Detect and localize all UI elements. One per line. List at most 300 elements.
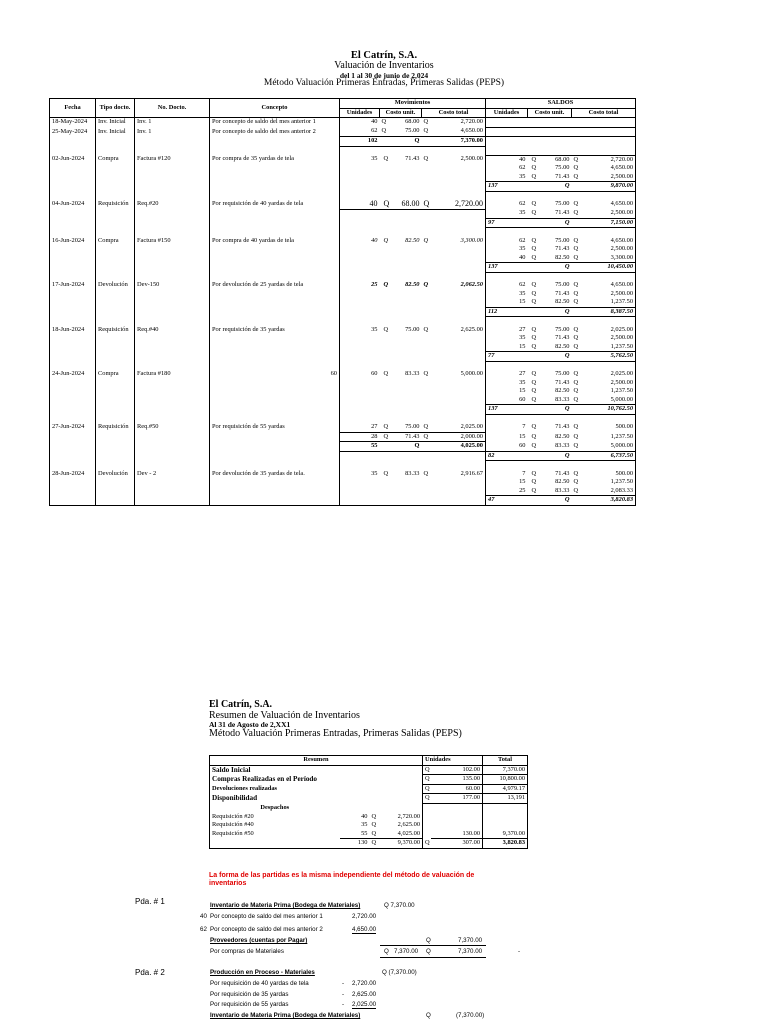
sal-units: 15 [519,478,526,485]
q-symbol: Q [383,236,389,244]
doc-cell [135,405,210,415]
unit-cost-value: 71.43 [555,423,570,431]
concepto-cell [210,334,340,343]
total-cost-value: 5,000.00 [610,395,634,403]
cell [380,317,422,326]
concepto-cell [210,496,340,506]
sal-unit-cost [528,423,572,432]
summary-units: 135.00 [431,775,483,785]
total-cost-value: 4,650.00 [610,164,634,171]
total-cost-value: 5,000.00 [610,441,634,449]
q-symbol: Q [573,395,579,403]
pda2-line-value: 2,720.00 [352,980,377,987]
pda1-total-rule-2 [380,957,486,958]
concepto-cell [210,263,340,273]
concepto-cell [210,228,340,237]
sal-units-total: 47 [486,496,528,506]
kardex-movement-row [50,343,636,352]
q-symbol: Q [573,200,579,208]
sal-units-total: 137 [486,182,528,192]
tipo-cell: Compra [96,237,135,246]
mov-unit-cost [380,254,422,263]
summary-q: Q [423,765,431,775]
summary-despachos: Despachos [210,803,340,812]
mov-unit-cost [380,442,422,452]
sal-total-cost [572,396,636,405]
kardex-spacer-row [50,317,636,326]
mov-units [340,290,380,299]
unit-cost-value: 68.00 [401,200,420,208]
unit-cost-value: 75.00 [555,236,570,244]
doc-cell [135,298,210,307]
sal-unit-cost [528,387,572,396]
tipo-cell [96,245,135,254]
pda1-line1-units: 40 [200,913,207,920]
fecha-cell: 02-Jun-2024 [50,155,96,164]
doc-cell: Req.#20 [135,200,210,209]
tipo-cell [96,182,135,192]
tipo-cell: Inv. Inicial [96,118,135,128]
sal-total-cost [572,290,636,299]
tipo-cell [96,228,135,237]
mov-total-cost [422,370,486,379]
fecha-cell: 24-Jun-2024 [50,370,96,379]
mov-unit-cost [380,343,422,352]
concepto-cell [210,478,340,487]
final-q2: Q [423,839,431,849]
pda1-total-q1: Q [384,948,389,955]
sal-total-cost [572,487,636,496]
sal-units: 35 [519,209,526,216]
mov-total-cost [422,263,486,273]
q-symbol: Q [531,387,537,394]
tipo-cell [96,191,135,200]
pda2-account2-amount: (7,370.00) [456,1012,485,1019]
kardex-saldo-total-row [50,218,636,228]
kardex-movement-row [50,396,636,405]
doc-cell [135,379,210,388]
mov-units [340,173,380,182]
cell [340,191,380,200]
despacho-units: 35 [361,821,368,829]
total-cost-value: 500.00 [615,469,634,477]
sal-unit-cost [528,334,572,343]
cell [340,317,380,326]
unit-cost-value: 82.50 [555,478,570,485]
cell [528,414,572,423]
tipo-cell: Compra [96,155,135,164]
q-symbol: Q [423,469,429,477]
pda2-line-dash: - [342,991,345,998]
sal-total-cost-total: 10,762.50 [572,405,636,415]
kardex-table [49,98,636,506]
cell [486,317,528,326]
cell [528,317,572,326]
col-sal-costo-unit: Costo unit. [528,108,572,118]
sal-total-cost [572,281,636,290]
unit-cost-value: 75.00 [405,423,420,430]
summary-units: 177.00 [431,794,483,804]
tipo-cell [96,343,135,352]
tipo-cell [96,146,135,155]
total-cost-value: 2,500.00 [610,289,634,297]
mov-unit-cost [380,218,422,228]
concepto-cell [210,290,340,299]
sal-unit-cost [528,352,572,362]
mov-total-cost [422,432,486,442]
cell [528,272,572,281]
q-symbol: Q [531,155,537,163]
tipo-cell [96,317,135,326]
tipo-cell [96,272,135,281]
q-symbol: Q [531,209,537,216]
tipo-cell [96,414,135,423]
kardex-movement-row [50,442,636,452]
despacho-label: Requisición #20 [210,813,340,822]
q-symbol: Q [573,236,579,244]
q-symbol: Q [531,378,537,386]
col-tipo: Tipo docto. [96,99,135,118]
sal-unit-cost [528,396,572,405]
total-cost-value: 4,650.00 [610,236,634,244]
q-symbol: Q [531,478,537,485]
mov-unit-cost [380,478,422,487]
sal-unit-cost [528,182,572,192]
tipo-cell [96,405,135,415]
concepto-cell [210,387,340,396]
cell [572,228,636,237]
sal-units-total: 137 [486,263,528,273]
fecha-cell: 04-Jun-2024 [50,200,96,209]
doc-cell [135,396,210,405]
sal-unit-cost [528,173,572,182]
pda1-line2: Por concepto de saldo del mes anterior 2 [210,926,323,933]
sal-unit-cost [528,118,572,128]
kardex-initial-row [50,127,636,137]
sal-units: 35 [519,334,526,341]
cell [528,228,572,237]
doc-cell [135,334,210,343]
mov-unit-cost [380,307,422,317]
mov-units [340,387,380,396]
fecha-cell [50,218,96,228]
fecha-cell: 25-May-2024 [50,127,96,137]
sal-unit-cost [528,263,572,273]
q-symbol: Q [573,155,579,163]
mov-units [340,334,380,343]
doc-cell: Req.#50 [135,423,210,432]
despacho-label: Requisición #50 [210,830,340,839]
fecha-cell [50,487,96,496]
q-symbol: Q [531,395,537,403]
sal-total-cost-total: 9,870.00 [572,182,636,192]
sal-units: 62 [519,281,526,288]
sal-total-cost-total: 5,762.50 [572,352,636,362]
q-symbol: Q [564,263,570,270]
doc-cell [135,209,210,218]
summary-total: 7,370.00 [483,765,528,775]
sal-total-cost [572,478,636,487]
cell [340,461,380,470]
summary-header [209,700,462,739]
kardex-movement-row [50,487,636,496]
unit-cost-value: 75.00 [555,281,570,288]
unit-cost-value: 82.50 [555,342,570,350]
sal-units: 27 [519,370,526,377]
report-header [0,50,768,89]
mov-units [340,379,380,388]
sal-unit-cost [528,442,572,452]
doc-cell [135,361,210,370]
fecha-cell [50,298,96,307]
mov-units: 35 [371,325,378,333]
pda1-account2-q: Q [426,937,431,944]
total-cost-value: 2,062.50 [460,281,483,288]
q-symbol: Q [564,307,570,315]
kardex-movement-row [50,334,636,343]
mov-unit-cost [380,470,422,479]
concepto-cell [210,307,340,317]
doc-cell: Factura #150 [135,237,210,246]
q-symbol: Q [573,342,579,350]
concepto-cell [210,343,340,352]
sal-units: 62 [519,164,526,171]
sal-unit-cost [528,290,572,299]
total-cost-value: 5,000.00 [460,370,483,377]
kardex-spacer-row [50,191,636,200]
sal-units-total: 82 [486,451,528,461]
fecha-cell [50,379,96,388]
tipo-cell [96,209,135,218]
fecha-cell [50,414,96,423]
final-value: 9,370.00 [378,839,423,849]
sal-units: 7 [522,469,526,477]
cell [572,146,636,155]
mov-total-cost [422,423,486,432]
mov-total-cost [422,387,486,396]
kardex-saldo-total-row [50,263,636,273]
doc-cell: Req.#40 [135,326,210,335]
mov-unit-cost [380,263,422,273]
q-symbol: Q [531,253,537,261]
mov-unit-cost [380,155,422,164]
mov-units [340,254,380,263]
cell [340,228,380,237]
doc-cell [135,496,210,506]
sal-total-cost [572,209,636,218]
tipo-cell: Requisición [96,423,135,432]
kardex-saldo-total-row [50,352,636,362]
sal-units: 40 [519,155,526,163]
mov-units [340,164,380,173]
unit-cost-value: 83.33 [405,469,420,477]
sal-total-cost [572,164,636,173]
mov-total-cost [422,307,486,317]
cell [486,272,528,281]
q-symbol: Q [573,209,579,216]
cell [422,191,486,200]
sal-units: 25 [519,486,526,494]
sal-units-total: 112 [486,307,528,317]
total-cost-value: 1,237.50 [610,432,634,440]
despacho-units: 40 [361,812,368,820]
q-symbol: Q [423,370,429,377]
cell [380,361,422,370]
q-symbol: Q [423,325,429,333]
tipo-cell [96,396,135,405]
summary-title: Resumen de Valuación de Inventarios [209,709,360,721]
mov-units [340,263,380,273]
sal-unit-cost [528,343,572,352]
concepto-cell [210,173,340,182]
cell [422,461,486,470]
kardex-movement-row [50,432,636,442]
doc-cell [135,146,210,155]
pda1-account-amount: Q 7,370.00 [384,902,415,909]
mov-units: 40 [340,200,380,209]
tipo-cell [96,442,135,452]
doc-cell [135,182,210,192]
q-symbol: Q [564,405,570,412]
fecha-cell [50,451,96,461]
concepto-cell [210,451,340,461]
mov-unit-cost [380,396,422,405]
summary-q: Q [423,775,431,785]
q-symbol: Q [531,281,537,288]
cell [572,414,636,423]
unit-cost-value: 75.00 [405,127,420,135]
unit-cost-value: 71.43 [555,378,570,386]
tipo-cell [96,218,135,228]
unit-cost-value: 71.43 [405,155,420,163]
doc-cell [135,387,210,396]
fecha-cell [50,137,96,147]
mov-unit-cost [380,182,422,192]
mov-unit-cost [380,127,422,137]
fecha-cell: 18-May-2024 [50,118,96,128]
summary-row [210,775,528,785]
sal-total-cost [572,237,636,246]
fecha-cell [50,254,96,263]
final-total: 3,820.83 [483,839,528,849]
q-symbol: Q [383,155,389,163]
col-fecha: Fecha [50,99,96,118]
doc-cell [135,191,210,200]
kardex-movement-row [50,200,636,209]
despacho-units-total: 130.00 [462,829,481,837]
concepto-cell [210,461,340,470]
tipo-cell [96,387,135,396]
cell [380,146,422,155]
unit-cost-value: 71.43 [555,289,570,297]
doc-cell [135,343,210,352]
cell [340,414,380,423]
mov-unit-cost [380,118,422,128]
concepto-cell [210,442,340,452]
mov-units [340,182,380,192]
mov-total-cost [422,343,486,352]
sal-unit-cost [528,218,572,228]
sal-total-cost [572,387,636,396]
cell [422,361,486,370]
mov-unit-cost [380,487,422,496]
unit-cost-value: 82.50 [555,298,570,305]
tipo-cell [96,361,135,370]
q-symbol: Q [531,289,537,297]
sal-units: 62 [519,236,526,244]
total-cost-value: 4,650.00 [610,281,634,288]
sal-total-cost [572,326,636,335]
summary-units: 102.00 [431,765,483,775]
sal-units [486,127,528,137]
mov-unit-cost [380,405,422,415]
kardex-movement-row [50,478,636,487]
method-note: La forma de las partidas es la misma independiente del método de valuación de inventarios [209,872,475,887]
mov-units: 28 [340,432,380,442]
cell [486,228,528,237]
sal-unit-cost [528,487,572,496]
summary-method: Método Valuación Primeras Entradas, Primeras Salidas (PEPS) [209,727,462,739]
summary-col-total: Total [483,756,528,766]
q-symbol: Q [531,200,537,208]
tipo-cell [96,496,135,506]
mov-units [340,298,380,307]
report-method: Método Valuación Primeras Entradas, Primeras Salidas (PEPS) [263,78,505,89]
fecha-cell [50,387,96,396]
sal-unit-cost [528,370,572,379]
kardex-movement-row [50,387,636,396]
mov-unit-cost [380,200,422,209]
final-q: Q [370,839,378,849]
sal-units: 27 [519,325,526,333]
mov-total-cost [422,326,486,335]
mov-total-cost [422,405,486,415]
kardex-movement-row [50,173,636,182]
total-cost-value: 2,500.00 [610,245,634,252]
concepto-cell [210,164,340,173]
concepto-cell: Por compra de 40 yardas de tela [210,237,340,246]
summary-col-unidades: Unidades [423,756,483,766]
total-cost-value: 2,720.00 [460,118,483,126]
mov-unit-cost [380,432,422,442]
mov-total-cost [422,173,486,182]
doc-cell [135,263,210,273]
pda1-label: Pda. # 1 [135,897,165,906]
q-symbol: Q [564,218,570,226]
doc-cell: Dev - 2 [135,470,210,479]
summary-label: Compras Realizadas en el Período [210,775,423,785]
q-symbol: Q [564,451,570,459]
col-nodoc: No. Docto. [135,99,210,118]
tipo-cell [96,290,135,299]
sal-unit-cost [528,405,572,415]
pda2-line: Por requisición de 35 yardas [210,991,289,998]
tipo-cell [96,173,135,182]
doc-cell: Factura #180 [135,370,210,379]
kardex-spacer-row [50,361,636,370]
fecha-cell: 28-Jun-2024 [50,470,96,479]
total-cost-value: 4,650.00 [610,200,634,208]
sal-unit-cost [528,298,572,307]
kardex-spacer-row [50,228,636,237]
sal-total-cost [572,470,636,479]
concepto-cell [210,191,340,200]
q-symbol: Q [573,370,579,377]
mov-unit-cost [380,334,422,343]
fecha-cell [50,352,96,362]
q-symbol: Q [383,432,389,440]
concepto-cell [210,379,340,388]
